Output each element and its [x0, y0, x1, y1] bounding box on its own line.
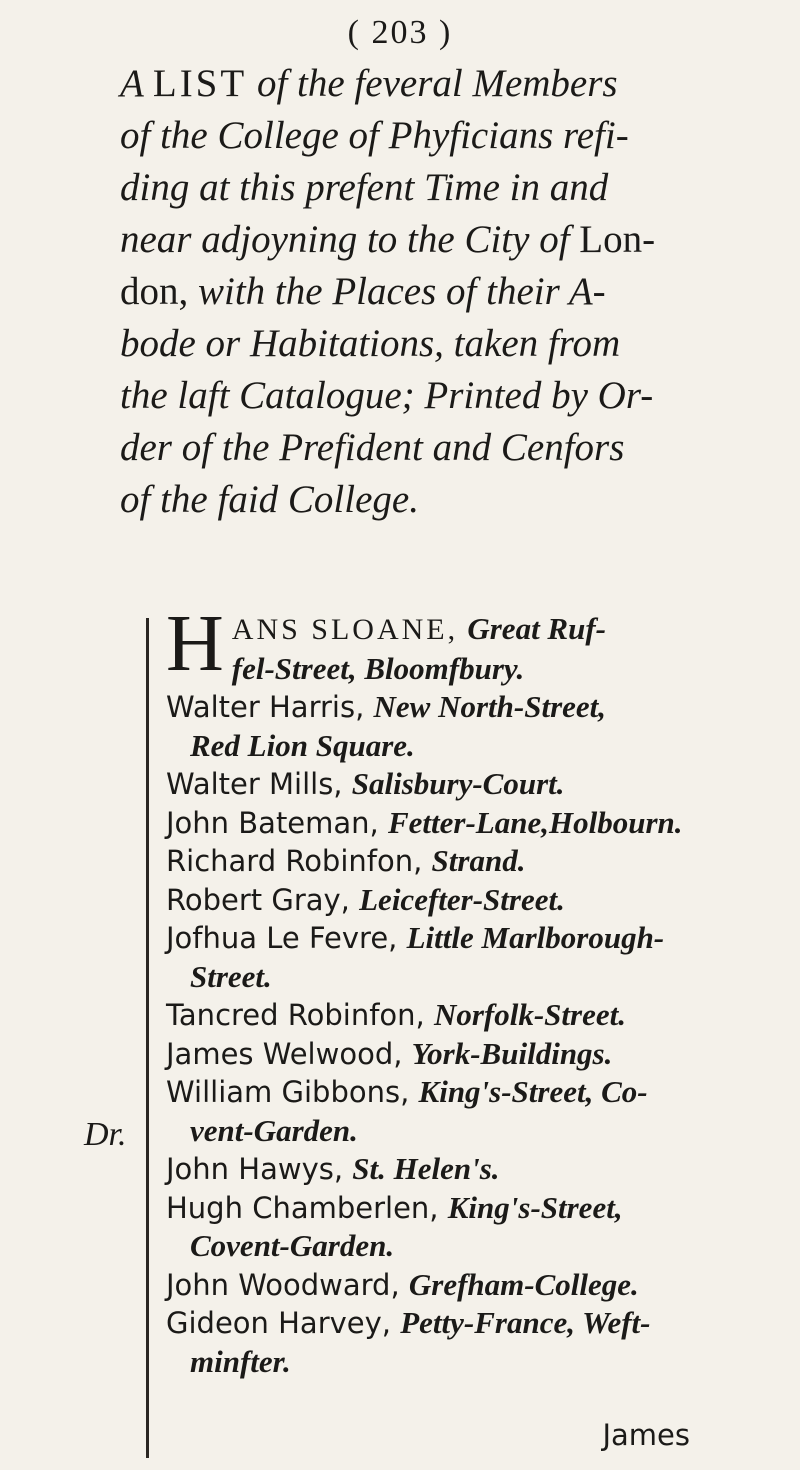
member-name: Richard Robinfon, [166, 844, 423, 878]
member-name: Robert Gray, [166, 882, 350, 917]
member-name: ANS SLOANE, [231, 613, 459, 646]
members-list [166, 600, 786, 1381]
heading-line-4-a: near adjoyning to the City of [120, 218, 570, 261]
member-place: Great Ruf- [467, 611, 606, 646]
list-item [166, 1266, 786, 1305]
list-item [166, 804, 786, 843]
member-place-cont: Street. [190, 958, 272, 994]
member-name: William Gibbons, [166, 1075, 410, 1109]
heading-line-9: of the faid College. [120, 478, 419, 521]
member-place: Leicefter-Street. [359, 881, 565, 917]
page-number: ( 203 ) [347, 14, 453, 51]
member-place-cont: vent-Garden. [190, 1112, 358, 1148]
member-place-cont: minfter. [190, 1343, 291, 1379]
brace-bracket [146, 618, 163, 1458]
member-name: John Bateman, [166, 805, 379, 840]
heading-a: A [120, 62, 144, 105]
member-name: James Welwood, [166, 1036, 403, 1071]
heading-line-1 [120, 58, 770, 110]
member-name: John Hawys, [166, 1152, 344, 1186]
member-place: St. Helen's. [352, 1151, 500, 1186]
heading-line-7: the laft Catalogue; Printed by Or- [120, 374, 654, 417]
drop-cap: H [166, 600, 224, 688]
list-item [166, 765, 786, 804]
list-item [166, 1189, 786, 1266]
member-place: Salisbury-Court. [351, 766, 565, 801]
heading-line-6: bode or Habitations, taken from [120, 322, 621, 365]
heading-line-5-b: with the Places of their A- [198, 270, 606, 313]
member-place: Strand. [431, 843, 526, 878]
member-place: Petty-France, Weft- [400, 1305, 651, 1340]
heading-list-word: LIST [152, 62, 248, 105]
list-item [166, 1150, 786, 1189]
side-label-dr: Dr. [84, 1116, 127, 1153]
member-place-cont: Red Lion Square. [190, 727, 415, 763]
member-place-cont: fel-Street, Bloomfbury. [231, 650, 525, 686]
member-name: Jofhua Le Fevre, [166, 921, 398, 955]
list-item [166, 1073, 786, 1150]
heading-line-4-b: Lon- [579, 218, 656, 261]
member-place: Little Marlborough- [406, 920, 665, 955]
list-item [166, 1304, 786, 1381]
member-name: Walter Mills, [166, 767, 343, 801]
list-item [166, 996, 786, 1035]
member-place-cont: Covent-Garden. [190, 1228, 395, 1263]
member-place: King's-Street, [447, 1189, 623, 1225]
heading-line-5-a: don, [120, 270, 189, 313]
heading-line-1-rest: of the feveral Members [256, 62, 618, 105]
member-place: Norfolk-Street. [433, 997, 626, 1032]
member-place: New North-Street, [373, 689, 607, 724]
list-item [166, 842, 786, 881]
member-place: Grefham-College. [408, 1266, 639, 1302]
member-name: John Woodward, [166, 1267, 400, 1302]
member-place: Fetter-Lane,Holbourn. [388, 804, 683, 840]
heading-line-2: of the College of Phyficians refi- [120, 114, 629, 157]
list-item [166, 1035, 786, 1074]
heading-line-3: ding at this prefent Time in and [120, 166, 609, 209]
member-name: Hugh Chamberlen, [166, 1190, 439, 1225]
member-name: Walter Harris, [166, 690, 365, 724]
catchword: James [602, 1418, 690, 1452]
member-name: Gideon Harvey, [166, 1306, 392, 1340]
heading-line-5 [120, 266, 770, 318]
member-place: King's-Street, Co- [418, 1074, 648, 1109]
heading-line-4 [120, 214, 770, 266]
list-heading [120, 58, 770, 526]
member-name: Tancred Robinfon, [166, 998, 425, 1032]
list-item [166, 919, 786, 996]
list-item [166, 688, 786, 765]
list-item [166, 881, 786, 920]
member-place: York-Buildings. [411, 1035, 613, 1071]
list-item [166, 600, 786, 688]
heading-line-8: der of the Prefident and Cenfors [120, 426, 625, 469]
